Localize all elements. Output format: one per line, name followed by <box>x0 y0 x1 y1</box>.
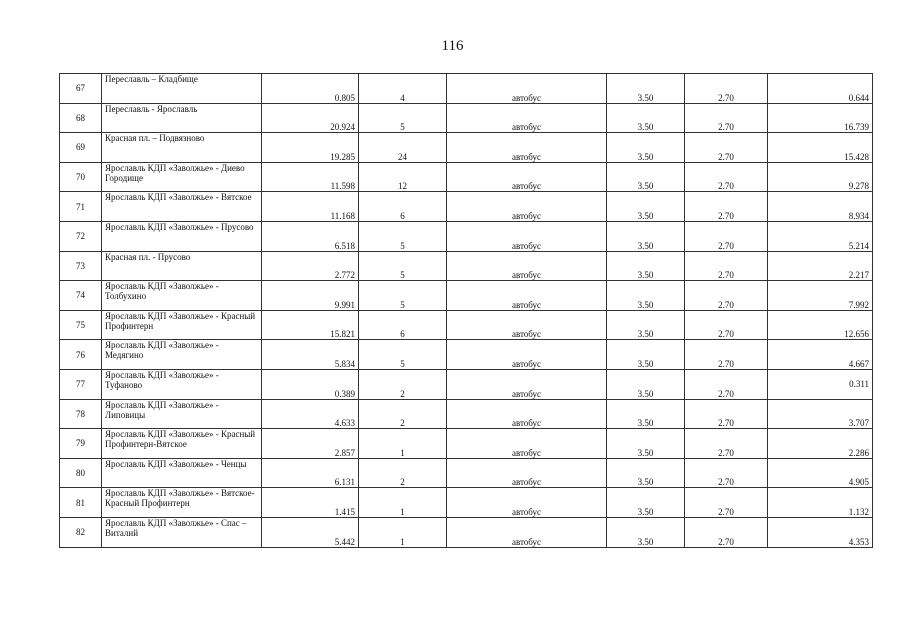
table-row <box>60 517 873 547</box>
value-a-cell: 3.50 <box>607 310 685 340</box>
value-a-cell: 3.50 <box>607 162 685 192</box>
trip-count-cell: 1 <box>359 488 447 518</box>
routes-table-body <box>60 74 873 548</box>
route-name-cell: Переславль – Кладбище <box>102 74 262 104</box>
vehicle-type-cell: автобус <box>447 340 607 370</box>
route-length-cell: 0.389 <box>262 369 359 399</box>
result-cell: 5.214 <box>768 221 873 251</box>
route-length-cell: 11.598 <box>262 162 359 192</box>
vehicle-type-cell: автобус <box>447 192 607 222</box>
route-length-cell: 11.168 <box>262 192 359 222</box>
row-number-cell: 78 <box>60 399 102 429</box>
route-name-cell: Ярославль КДП «Заволжье» - Туфаново <box>102 369 262 399</box>
trip-count-cell: 2 <box>359 369 447 399</box>
trip-count-cell: 1 <box>359 517 447 547</box>
route-name-cell: Ярославль КДП «Заволжье» - Толбухино <box>102 281 262 311</box>
trip-count-cell: 5 <box>359 103 447 133</box>
row-number-cell: 72 <box>60 221 102 251</box>
value-b-cell: 2.70 <box>685 369 768 399</box>
row-number-cell: 76 <box>60 340 102 370</box>
trip-count-cell: 6 <box>359 192 447 222</box>
vehicle-type-cell: автобус <box>447 133 607 163</box>
vehicle-type-cell: автобус <box>447 251 607 281</box>
table-row <box>60 429 873 459</box>
table-row <box>60 458 873 488</box>
result-cell: 3.707 <box>768 399 873 429</box>
value-a-cell: 3.50 <box>607 251 685 281</box>
result-cell: 7.992 <box>768 281 873 311</box>
route-name-cell: Ярославль КДП «Заволжье» - Красный Профинтерн-Вятское <box>102 429 262 459</box>
value-b-cell: 2.70 <box>685 458 768 488</box>
trip-count-cell: 4 <box>359 74 447 104</box>
row-number-cell: 79 <box>60 429 102 459</box>
value-a-cell: 3.50 <box>607 133 685 163</box>
route-name-cell: Красная пл. - Прусово <box>102 251 262 281</box>
trip-count-cell: 2 <box>359 458 447 488</box>
row-number-cell: 81 <box>60 488 102 518</box>
trip-count-cell: 2 <box>359 399 447 429</box>
table-row <box>60 369 873 399</box>
row-number-cell: 68 <box>60 103 102 133</box>
trip-count-cell: 12 <box>359 162 447 192</box>
result-cell: 4.905 <box>768 458 873 488</box>
route-length-cell: 2.772 <box>262 251 359 281</box>
vehicle-type-cell: автобус <box>447 369 607 399</box>
table-row <box>60 488 873 518</box>
vehicle-type-cell: автобус <box>447 221 607 251</box>
value-b-cell: 2.70 <box>685 192 768 222</box>
trip-count-cell: 5 <box>359 340 447 370</box>
table-row <box>60 251 873 281</box>
vehicle-type-cell: автобус <box>447 310 607 340</box>
row-number-cell: 67 <box>60 74 102 104</box>
value-b-cell: 2.70 <box>685 74 768 104</box>
value-b-cell: 2.70 <box>685 429 768 459</box>
value-a-cell: 3.50 <box>607 103 685 133</box>
value-a-cell: 3.50 <box>607 340 685 370</box>
route-length-cell: 5.834 <box>262 340 359 370</box>
result-cell: 0.644 <box>768 74 873 104</box>
row-number-cell: 80 <box>60 458 102 488</box>
result-cell: 0.311 <box>768 369 873 399</box>
value-a-cell: 3.50 <box>607 369 685 399</box>
route-length-cell: 2.857 <box>262 429 359 459</box>
row-number-cell: 82 <box>60 517 102 547</box>
route-name-cell: Ярославль КДП «Заволжье» - Вятское <box>102 192 262 222</box>
value-b-cell: 2.70 <box>685 399 768 429</box>
value-a-cell: 3.50 <box>607 281 685 311</box>
row-number-cell: 75 <box>60 310 102 340</box>
table-row <box>60 162 873 192</box>
route-name-cell: Ярославль КДП «Заволжье» - Диево Городище <box>102 162 262 192</box>
trip-count-cell: 5 <box>359 251 447 281</box>
route-length-cell: 1.415 <box>262 488 359 518</box>
value-a-cell: 3.50 <box>607 458 685 488</box>
result-cell: 15.428 <box>768 133 873 163</box>
table-row <box>60 281 873 311</box>
vehicle-type-cell: автобус <box>447 429 607 459</box>
value-a-cell: 3.50 <box>607 192 685 222</box>
result-cell: 4.353 <box>768 517 873 547</box>
value-a-cell: 3.50 <box>607 399 685 429</box>
value-b-cell: 2.70 <box>685 133 768 163</box>
route-name-cell: Ярославль КДП «Заволжье» - Ченцы <box>102 458 262 488</box>
trip-count-cell: 6 <box>359 310 447 340</box>
value-b-cell: 2.70 <box>685 281 768 311</box>
trip-count-cell: 5 <box>359 221 447 251</box>
trip-count-cell: 1 <box>359 429 447 459</box>
routes-table <box>59 73 873 548</box>
route-length-cell: 4.633 <box>262 399 359 429</box>
value-b-cell: 2.70 <box>685 221 768 251</box>
trip-count-cell: 24 <box>359 133 447 163</box>
row-number-cell: 74 <box>60 281 102 311</box>
route-name-cell: Ярославль КДП «Заволжье» - Вятское-Красный Профинтерн <box>102 488 262 518</box>
route-length-cell: 9.991 <box>262 281 359 311</box>
vehicle-type-cell: автобус <box>447 281 607 311</box>
vehicle-type-cell: автобус <box>447 103 607 133</box>
route-name-cell: Переславль - Ярославль <box>102 103 262 133</box>
route-name-cell: Красная пл. – Подвязново <box>102 133 262 163</box>
page-number: 116 <box>441 38 464 54</box>
table-row <box>60 310 873 340</box>
result-cell: 16.739 <box>768 103 873 133</box>
result-cell: 4.667 <box>768 340 873 370</box>
value-b-cell: 2.70 <box>685 340 768 370</box>
trip-count-cell: 5 <box>359 281 447 311</box>
value-a-cell: 3.50 <box>607 488 685 518</box>
route-name-cell: Ярославль КДП «Заволжье» - Спас – Виталий <box>102 517 262 547</box>
table-row <box>60 399 873 429</box>
route-name-cell: Ярославль КДП «Заволжье» - Липовицы <box>102 399 262 429</box>
result-cell: 1.132 <box>768 488 873 518</box>
route-name-cell: Ярославль КДП «Заволжье» - Медягино <box>102 340 262 370</box>
row-number-cell: 77 <box>60 369 102 399</box>
table-row <box>60 192 873 222</box>
result-cell: 2.286 <box>768 429 873 459</box>
value-b-cell: 2.70 <box>685 517 768 547</box>
table-row <box>60 133 873 163</box>
value-b-cell: 2.70 <box>685 162 768 192</box>
route-name-cell: Ярославль КДП «Заволжье» - Прусово <box>102 221 262 251</box>
row-number-cell: 69 <box>60 133 102 163</box>
table-row <box>60 340 873 370</box>
value-a-cell: 3.50 <box>607 221 685 251</box>
route-name-cell: Ярославль КДП «Заволжье» - Красный Профинтерн <box>102 310 262 340</box>
row-number-cell: 71 <box>60 192 102 222</box>
value-a-cell: 3.50 <box>607 429 685 459</box>
route-length-cell: 6.131 <box>262 458 359 488</box>
route-length-cell: 0.805 <box>262 74 359 104</box>
vehicle-type-cell: автобус <box>447 458 607 488</box>
value-b-cell: 2.70 <box>685 310 768 340</box>
vehicle-type-cell: автобус <box>447 162 607 192</box>
table-row <box>60 221 873 251</box>
table-row <box>60 74 873 104</box>
value-b-cell: 2.70 <box>685 251 768 281</box>
result-cell: 8.934 <box>768 192 873 222</box>
value-b-cell: 2.70 <box>685 488 768 518</box>
vehicle-type-cell: автобус <box>447 74 607 104</box>
row-number-cell: 70 <box>60 162 102 192</box>
route-length-cell: 6.518 <box>262 221 359 251</box>
table-row <box>60 103 873 133</box>
result-cell: 2.217 <box>768 251 873 281</box>
route-length-cell: 19.285 <box>262 133 359 163</box>
vehicle-type-cell: автобус <box>447 399 607 429</box>
result-cell: 9.278 <box>768 162 873 192</box>
value-a-cell: 3.50 <box>607 517 685 547</box>
vehicle-type-cell: автобус <box>447 488 607 518</box>
value-a-cell: 3.50 <box>607 74 685 104</box>
route-length-cell: 15.821 <box>262 310 359 340</box>
value-b-cell: 2.70 <box>685 103 768 133</box>
route-length-cell: 5.442 <box>262 517 359 547</box>
route-length-cell: 20.924 <box>262 103 359 133</box>
result-cell: 12.656 <box>768 310 873 340</box>
vehicle-type-cell: автобус <box>447 517 607 547</box>
row-number-cell: 73 <box>60 251 102 281</box>
